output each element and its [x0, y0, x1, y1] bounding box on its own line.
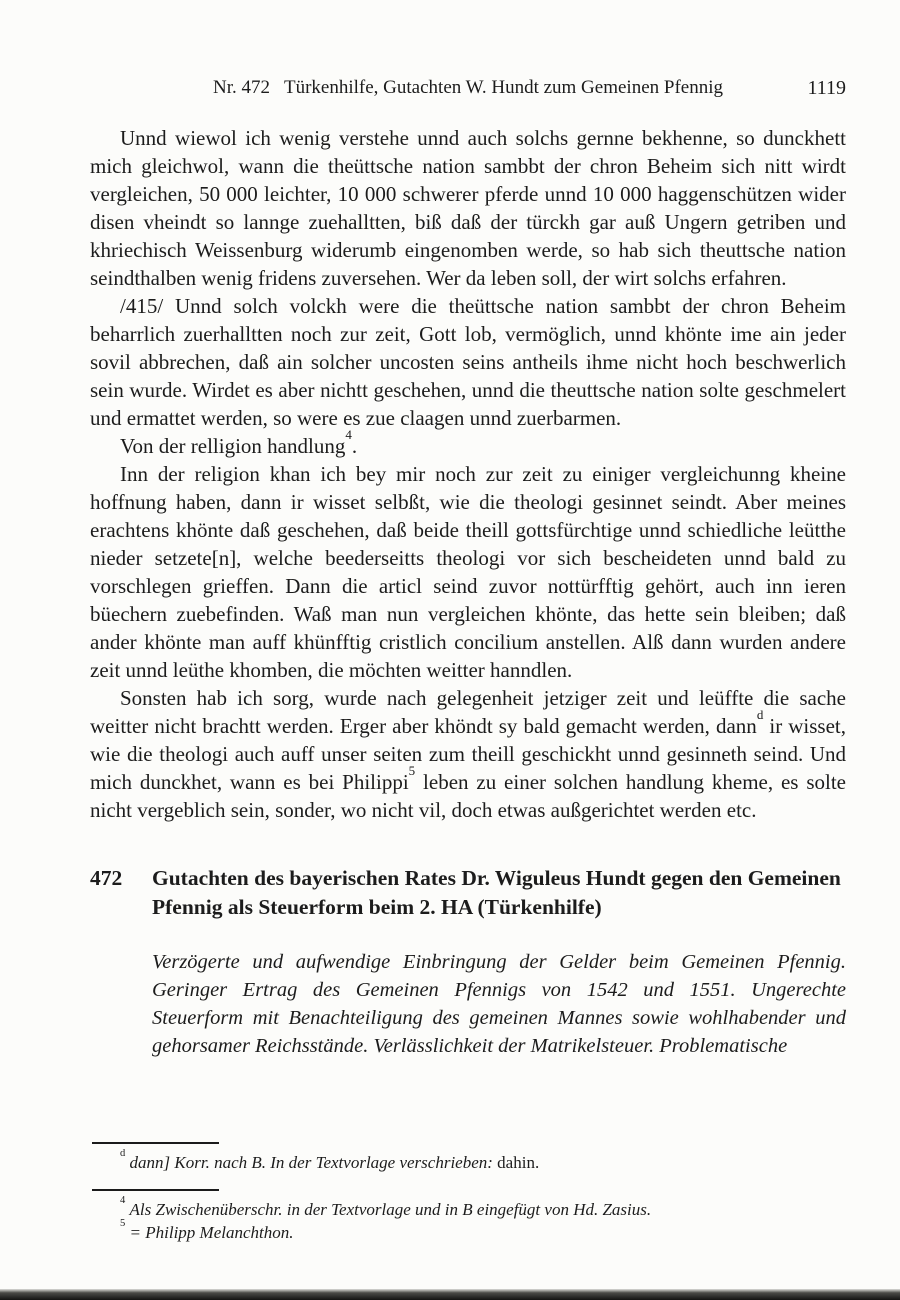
paragraph-5-part-b: ir wisset, wie die theologi auch auff unser seiten zum theill geschickht unnd gesinneth seind. Und mich dunckhet, wann es bei Philippi — [90, 714, 847, 794]
footnote-d-roman: dahin. — [497, 1153, 540, 1172]
paragraph-4: Inn der religion khan ich bey mir noch zur zeit zu einiger vergleichunng kheine hoffnung haben, dann ir wisset selbßt, wie die theologi gesinnet seindt. Aber meines erachtens khönte daß geschehen, daß beide theill gottsfürchtige unnd schiedliche leütthe nieder setzete[n], welche beederseitts theologi vor sich bescheideten unnd bald zu vorschlegen grieffen. Dann die articl seind zuvor nottürfftig gehört, auch inn ieren büechern zuebefinden. Waß man nun vergleichen khönte, das hette sein bleiben; daß ander khönte man auff khünfftig cristlich concilium anstellen. Alß dann wurden andere zeit unnd leüthe khomben, die möchten weitter hanndlen. — [90, 462, 846, 682]
footnote-d-italic: dann] Korr. nach B. In der Textvorlage verschrieben: — [129, 1153, 493, 1172]
footnote-ref-d: d — [756, 706, 764, 722]
footnote-d — [90, 1148, 846, 1174]
entry-summary: Verzögerte und aufwendige Einbringung der Gelder beim Gemeinen Pfennig. Geringer Ertrag des Gemeinen Pfennigs von 1542 und 1551. Ungerechte Steuerform mit Benachteiligung des gemeinen Mannes sowie wohlhabender und gehorsamer Reichsstände. Verlässlichkeit der Matrikelsteuer. Problematische — [152, 951, 846, 1057]
paragraph-3-tail: . — [351, 434, 358, 458]
paragraph-5-part-a: Sonsten hab ich sorg, wurde nach gelegenheit jetziger zeit und leüffte die sache weitter nicht brachtt werden. Erger aber khöndt sy bald gemacht werden, dann — [90, 686, 846, 738]
running-head-number: Nr. 472 — [212, 77, 270, 98]
entry-title: Gutachten des bayerischen Rates Dr. Wiguleus Hundt gegen den Gemeinen Pfennig als Steuerform beim 2. HA (Türkenhilfe) — [152, 866, 841, 919]
entry-number: 472 — [90, 866, 123, 890]
scan-bottom-edge — [0, 1289, 900, 1300]
text-block — [90, 76, 846, 1060]
footnote-group-variants — [90, 1142, 846, 1174]
footnote-rule — [92, 1142, 219, 1144]
paragraph-5-part-c: leben zu einer solchen handlung kheme, es solte nicht vergeblich sein, sonder, wo nicht vil, doch etwas außgerichtet werden etc. — [90, 770, 847, 822]
footnotes — [90, 1142, 846, 1244]
paragraph-2: /415/ Unnd solch volckh were die theüttsche nation sambbt der chron Beheim beharrlich zuerhalltten noch zur zeit, Gott lob, vermöglich, unnd khönte ime ain jeder sovil abbrechen, daß ain solcher uncosten seins antheils ihme nicht hoch beschwerlich sein wurde. Wirdet es aber nichtt geschehen, unnd die theuttsche nation solte geschmelert und ermattet werden, so were es zue claagen unnd zuerbarmen. — [90, 294, 846, 430]
body-text — [90, 124, 846, 824]
paragraph-1: Unnd wiewol ich wenig verstehe unnd auch solchs gernne bekhenne, so dunckhett mich gleichwol, wann die theüttsche nation sambbt der chron Beheim sich nitt wirdt vergleichen, 50 000 leichter, 10 000 schwerer pferde unnd 10 000 haggenschützen wider disen vheindt so lannge zuehalltten, biß daß der türckh gar auß Ungern getriben und khriechisch Weissenburg widerumb eingenomben werde, so hab sich theuttsche nation seindthalben wenig fridens zuversehen. Wer da leben soll, der wirt solchs erfahren. — [90, 126, 846, 290]
footnote-5-marker: 5 — [120, 1218, 126, 1230]
page-number: 1119 — [807, 77, 846, 99]
footnote-ref-5: 5 — [408, 762, 416, 778]
footnote-group-numbered — [90, 1189, 846, 1244]
running-head — [90, 76, 846, 100]
footnote-5 — [90, 1218, 846, 1244]
footnote-5-text: = Philipp Melanchthon. — [129, 1223, 294, 1242]
footnote-d-marker: d — [120, 1148, 126, 1160]
footnote-rule — [92, 1189, 219, 1191]
footnote-ref-4: 4 — [345, 426, 352, 442]
running-head-title: Türkenhilfe, Gutachten W. Hundt zum Gemeinen Pfennig — [283, 77, 723, 98]
paragraph-5 — [90, 684, 846, 824]
footnote-4-marker: 4 — [120, 1195, 126, 1207]
paragraph-3-subheading — [90, 426, 846, 460]
footnote-4-text: Als Zwischenüberschr. in der Textvorlage und in B eingefügt von Hd. Zasius. — [129, 1200, 652, 1219]
footnote-4 — [90, 1195, 846, 1221]
paragraph-3-text: Von der relligion handlung — [120, 434, 346, 458]
entry-472 — [90, 864, 846, 922]
